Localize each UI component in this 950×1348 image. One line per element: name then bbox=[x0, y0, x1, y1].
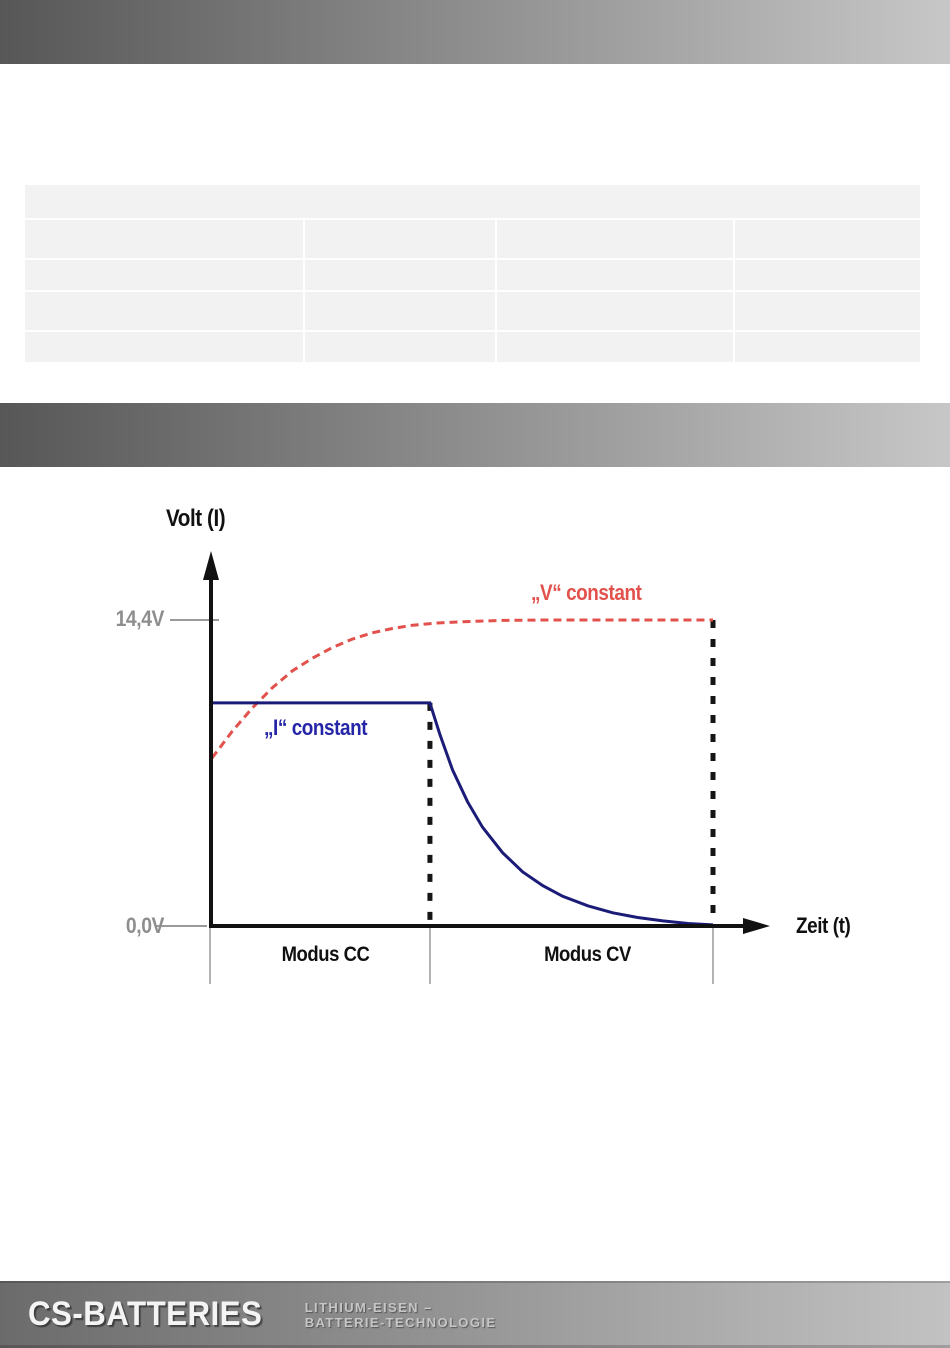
table-header-cell bbox=[25, 185, 920, 218]
footer-bar bbox=[0, 1281, 950, 1348]
table-cell bbox=[25, 260, 303, 290]
table-cell bbox=[305, 332, 495, 362]
table-cell bbox=[497, 260, 733, 290]
x-axis-title: Zeit (t) bbox=[796, 913, 851, 938]
region-label-modus-cc: Modus CC bbox=[281, 943, 370, 966]
table-cell bbox=[305, 220, 495, 258]
table-cell bbox=[497, 292, 733, 330]
table-cell bbox=[305, 292, 495, 330]
table-cell bbox=[25, 220, 303, 258]
x-axis-arrowhead-icon bbox=[743, 918, 770, 934]
y-axis-title: Volt (I) bbox=[166, 505, 226, 532]
y-tick-label-0-0v: 0,0V bbox=[125, 913, 164, 938]
table-cell bbox=[25, 332, 303, 362]
table-cell bbox=[497, 220, 733, 258]
section-gradient-bar bbox=[0, 403, 950, 467]
brand-tagline-line2: BATTERIE-TECHNOLOGIE bbox=[304, 1314, 497, 1330]
brand-tagline bbox=[305, 1300, 497, 1330]
spec-table bbox=[25, 185, 920, 362]
table-cell bbox=[735, 220, 920, 258]
brand-logo: CS-BATTERIES bbox=[28, 1295, 263, 1333]
table-cell bbox=[25, 292, 303, 330]
table-cell bbox=[497, 332, 733, 362]
table-cell bbox=[735, 260, 920, 290]
annotation-i-constant: „I“ constant bbox=[264, 715, 368, 740]
plot-layer bbox=[212, 620, 713, 926]
region-label-modus-cv: Modus CV bbox=[544, 943, 631, 966]
table-cell bbox=[305, 260, 495, 290]
top-gradient-bar bbox=[0, 0, 950, 64]
table-cell bbox=[735, 292, 920, 330]
brand-tagline-line1: LITHIUM-EISEN – bbox=[304, 1299, 433, 1315]
table-cell bbox=[735, 332, 920, 362]
y-axis-arrowhead-icon bbox=[203, 551, 219, 580]
y-tick-label-14-4v: 14,4V bbox=[115, 606, 164, 631]
annotation-v-constant: „V“ constant bbox=[531, 580, 642, 605]
